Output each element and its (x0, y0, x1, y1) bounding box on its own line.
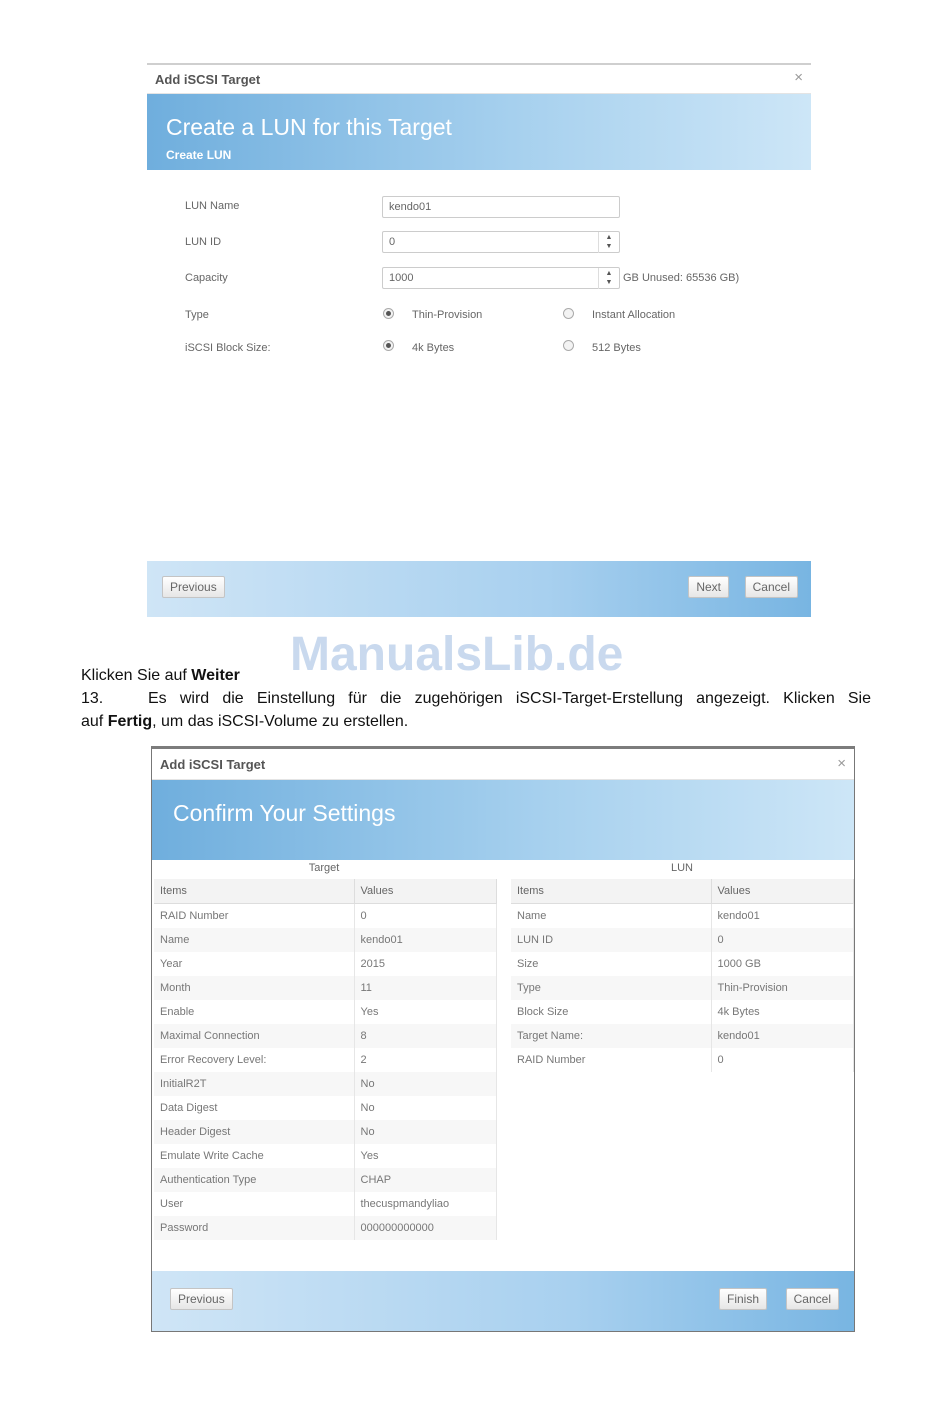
table-row (511, 952, 853, 976)
value-cell: 1000 GB (711, 952, 853, 976)
item-cell: Year (154, 952, 354, 976)
table-row (154, 1024, 496, 1048)
lun-caption: LUN (670, 862, 693, 874)
instruction-text: auf (81, 713, 108, 730)
lun-name-label: LUN Name (185, 200, 240, 212)
target-caption: Target (308, 862, 340, 874)
dialog-title: Add iSCSI Target (160, 757, 266, 772)
value-cell: 0 (711, 1048, 853, 1072)
next-button[interactable]: Next (688, 576, 729, 598)
instruction-bold: Weiter (191, 667, 240, 684)
type-label: Type (185, 309, 209, 321)
value-cell: 2015 (354, 952, 496, 976)
table-row (154, 1096, 496, 1120)
column-header-values[interactable]: Values (711, 879, 853, 904)
table-row (154, 1120, 496, 1144)
block-size-label: iSCSI Block Size: (185, 342, 271, 354)
table-row (511, 976, 853, 1000)
value-cell: Thin-Provision (711, 976, 853, 1000)
instruction-line-3 (81, 713, 408, 731)
lun-id-label: LUN ID (185, 236, 222, 248)
capacity-value: 1000 (389, 272, 414, 284)
watermark: ManualsLib.de (290, 628, 624, 681)
item-cell: RAID Number (154, 904, 354, 929)
value-cell: No (354, 1096, 496, 1120)
step-text: Es wird die Einstellung für die zugehörigen iSCSI-Target-Erstellung angezeigt. Klicken Sie (148, 690, 871, 707)
item-cell: Size (511, 952, 711, 976)
value-cell: kendo01 (711, 1024, 853, 1048)
value-cell: 2 (354, 1048, 496, 1072)
radio-512-bytes[interactable] (563, 340, 574, 351)
item-cell: RAID Number (511, 1048, 711, 1072)
confirm-settings-dialog (151, 746, 855, 1332)
dialog-footer (152, 1271, 854, 1331)
instruction-line-1 (81, 667, 240, 685)
instruction-line-2 (81, 690, 871, 708)
item-cell: User (154, 1192, 354, 1216)
item-cell: Name (511, 904, 711, 929)
table-row (154, 1192, 496, 1216)
instruction-text: Klicken Sie auf (81, 667, 192, 684)
item-cell: Enable (154, 1000, 354, 1024)
item-cell: Month (154, 976, 354, 1000)
dialog-banner (152, 780, 854, 860)
item-cell: Header Digest (154, 1120, 354, 1144)
table-row (154, 952, 496, 976)
item-cell: Block Size (511, 1000, 711, 1024)
item-cell: Name (154, 928, 354, 952)
banner-heading: Create a LUN for this Target (166, 114, 452, 140)
instruction-text: , um das iSCSI-Volume zu erstellen. (152, 713, 409, 730)
value-cell: CHAP (354, 1168, 496, 1192)
previous-button[interactable]: Previous (162, 576, 225, 598)
item-cell: Emulate Write Cache (154, 1144, 354, 1168)
value-cell: Yes (354, 1000, 496, 1024)
value-cell: No (354, 1072, 496, 1096)
table-row (154, 1000, 496, 1024)
radio-instant-allocation[interactable] (563, 308, 574, 319)
cancel-button[interactable]: Cancel (786, 1288, 839, 1310)
thin-provision-label: Thin-Provision (412, 309, 483, 321)
value-cell: kendo01 (354, 928, 496, 952)
item-cell: Error Recovery Level: (154, 1048, 354, 1072)
column-header-items[interactable]: Items (511, 879, 711, 904)
dialog-titlebar (147, 65, 811, 94)
512-bytes-label: 512 Bytes (592, 342, 641, 354)
table-header-row (154, 879, 496, 904)
value-cell: No (354, 1120, 496, 1144)
radio-thin-provision[interactable] (383, 308, 394, 319)
table-header-row (511, 879, 853, 904)
value-cell: kendo01 (711, 904, 853, 929)
table-row (511, 928, 853, 952)
previous-button[interactable]: Previous (170, 1288, 233, 1310)
lun-table (511, 879, 854, 1072)
lun-id-value: 0 (389, 236, 396, 248)
table-row (511, 1048, 853, 1072)
item-cell: Maximal Connection (154, 1024, 354, 1048)
table-row (154, 1072, 496, 1096)
banner-subheading: Create LUN (166, 148, 232, 162)
capacity-stepper[interactable] (382, 267, 620, 289)
dialog-title: Add iSCSI Target (155, 72, 261, 87)
step-number: 13. (81, 690, 104, 707)
table-row (154, 928, 496, 952)
table-row (511, 904, 853, 929)
4k-bytes-label: 4k Bytes (412, 342, 455, 354)
target-table (154, 879, 497, 1240)
value-cell: 11 (354, 976, 496, 1000)
value-cell: 000000000000 (354, 1216, 496, 1240)
lun-id-stepper[interactable] (382, 231, 620, 253)
column-header-items[interactable]: Items (154, 879, 354, 904)
close-icon[interactable]: × (837, 755, 846, 772)
item-cell: Data Digest (154, 1096, 354, 1120)
dialog-titlebar (152, 749, 854, 780)
lun-name-input[interactable]: kendo01 (382, 196, 620, 218)
finish-button[interactable]: Finish (719, 1288, 767, 1310)
item-cell: LUN ID (511, 928, 711, 952)
table-row (511, 1000, 853, 1024)
value-cell: 0 (711, 928, 853, 952)
value-cell: Yes (354, 1144, 496, 1168)
table-row (154, 1144, 496, 1168)
capacity-unit-text: GB Unused: 65536 GB) (623, 272, 740, 284)
dialog-footer (147, 561, 811, 617)
value-cell: thecuspmandyliao (354, 1192, 496, 1216)
create-lun-dialog (147, 63, 811, 617)
table-row (154, 1168, 496, 1192)
column-header-values[interactable]: Values (354, 879, 496, 904)
item-cell: Password (154, 1216, 354, 1240)
spinner-arrows-icon[interactable]: ▲ ▼ (598, 232, 619, 253)
table-row (511, 1024, 853, 1048)
instruction-bold: Fertig (107, 713, 153, 730)
table-row (154, 1048, 496, 1072)
item-cell: Target Name: (511, 1024, 711, 1048)
spinner-arrows-icon[interactable]: ▲ ▼ (598, 268, 619, 289)
table-row (154, 904, 496, 929)
table-row (154, 976, 496, 1000)
banner-heading: Confirm Your Settings (173, 800, 396, 826)
close-icon[interactable]: × (794, 69, 803, 86)
radio-4k-bytes[interactable] (383, 340, 394, 351)
item-cell: InitialR2T (154, 1072, 354, 1096)
capacity-label: Capacity (185, 272, 228, 284)
item-cell: Authentication Type (154, 1168, 354, 1192)
value-cell: 8 (354, 1024, 496, 1048)
cancel-button[interactable]: Cancel (745, 576, 798, 598)
table-row (154, 1216, 496, 1240)
instant-allocation-label: Instant Allocation (592, 309, 676, 321)
value-cell: 4k Bytes (711, 1000, 853, 1024)
item-cell: Type (511, 976, 711, 1000)
dialog-banner (147, 94, 811, 170)
value-cell: 0 (354, 904, 496, 929)
